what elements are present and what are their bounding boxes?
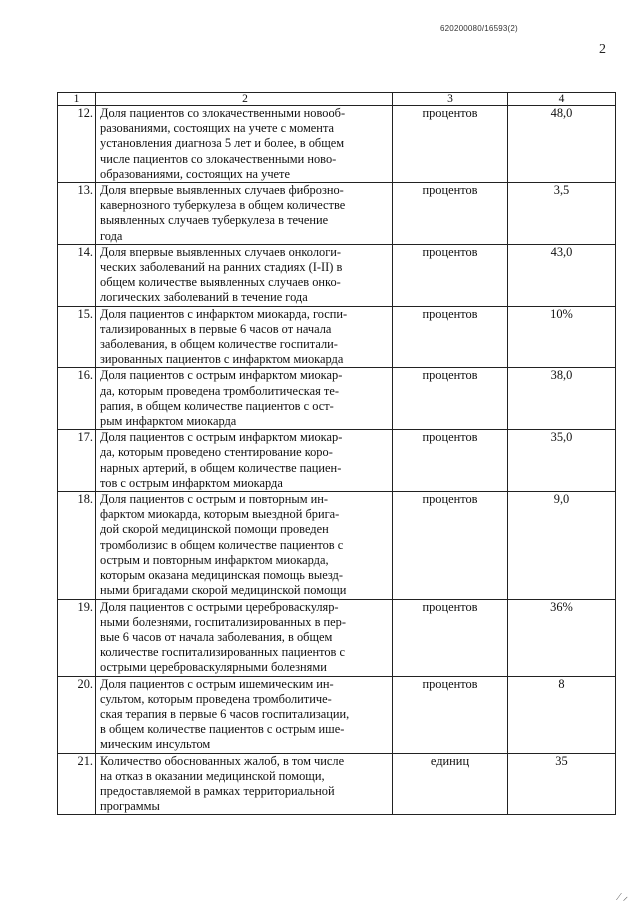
scan-mark: ⁄ ⸝	[618, 891, 629, 903]
row-number: 16.	[58, 368, 96, 430]
column-header-2: 2	[96, 93, 393, 106]
row-number: 20.	[58, 676, 96, 753]
document-code: 620200080/16593(2)	[440, 24, 518, 33]
row-unit: процентов	[393, 492, 508, 599]
row-number: 21.	[58, 753, 96, 815]
row-value: 35	[508, 753, 616, 815]
row-number: 15.	[58, 306, 96, 368]
row-description-text: Доля пациентов с острым инфарктом миокар- да, которым проведено стентирование коро- нарных артерий, в общем количестве пациен- тов с острым инфарктом миокарда	[100, 430, 343, 490]
column-header-4: 4	[508, 93, 616, 106]
row-number: 17.	[58, 430, 96, 492]
table-row	[58, 244, 616, 306]
table-row	[58, 368, 616, 430]
row-description	[96, 753, 393, 815]
row-description-text: Доля пациентов с инфарктом миокарда, госпи- тализированных в первые 6 часов от начала заболевания, в общем количестве госпитали- зированных пациентов с инфарктом миокарда	[100, 306, 348, 367]
row-number: 12.	[58, 106, 96, 183]
row-value: 10%	[508, 306, 616, 368]
row-number: 19.	[58, 599, 96, 676]
row-value: 9,0	[508, 492, 616, 599]
row-value: 36%	[508, 599, 616, 676]
row-unit: процентов	[393, 183, 508, 245]
row-description-text: Доля пациентов с острыми цереброваскуляр- ными болезнями, госпитализированных в пер- вые 6 часов от начала заболевания, в общем количестве госпитализированных пациентов с острыми цереброваскулярными болезнями	[100, 599, 346, 675]
row-description	[96, 244, 393, 306]
row-description	[96, 368, 393, 430]
table-row	[58, 753, 616, 815]
row-unit: процентов	[393, 430, 508, 492]
row-value: 35,0	[508, 430, 616, 492]
table-row	[58, 430, 616, 492]
table-row	[58, 676, 616, 753]
row-description-text: Доля впервые выявленных случаев фиброзно- кавернозного туберкулеза в общем количестве выявленных случаев туберкулеза в течение года	[100, 183, 346, 243]
column-header-3: 3	[393, 93, 508, 106]
row-description	[96, 676, 393, 753]
row-description	[96, 430, 393, 492]
column-header-1: 1	[58, 93, 96, 106]
row-description-text: Доля пациентов с острым ишемическим ин- сультом, которым проведена тромболитиче- ская терапия в первые 6 часов госпитализации, в общем количестве пациентов с острым ише- мическим инсультом	[100, 676, 350, 752]
row-number: 13.	[58, 183, 96, 245]
row-description	[96, 492, 393, 599]
row-unit: процентов	[393, 106, 508, 183]
row-description-text: Доля впервые выявленных случаев онкологи- ческих заболеваний на ранних стадиях (I-II) в общем количестве выявленных случаев онко- логических заболеваний в течение года	[100, 244, 343, 305]
row-description	[96, 599, 393, 676]
indicators-table	[57, 92, 616, 815]
row-value: 8	[508, 676, 616, 753]
row-unit: процентов	[393, 676, 508, 753]
row-description	[96, 183, 393, 245]
row-unit: процентов	[393, 599, 508, 676]
row-value: 38,0	[508, 368, 616, 430]
table-row	[58, 106, 616, 183]
table-row	[58, 183, 616, 245]
table-row	[58, 306, 616, 368]
row-description	[96, 106, 393, 183]
row-value: 43,0	[508, 244, 616, 306]
row-unit: процентов	[393, 306, 508, 368]
row-number: 14.	[58, 244, 96, 306]
row-description-text: Количество обоснованных жалоб, в том числе на отказ в оказании медицинской помощи, предоставляемой в рамках территориальной программы	[100, 753, 345, 814]
table-header-row	[58, 93, 616, 106]
row-value: 3,5	[508, 183, 616, 245]
table-row	[58, 599, 616, 676]
row-description	[96, 306, 393, 368]
row-unit: процентов	[393, 244, 508, 306]
row-value: 48,0	[508, 106, 616, 183]
row-description-text: Доля пациентов со злокачественными новооб- разованиями, состоящих на учете с момента установления диагноза 5 лет и более, в общем числе пациентов со злокачественными ново- образованиями, состоящих на учете	[100, 106, 346, 181]
row-unit: единиц	[393, 753, 508, 815]
row-unit: процентов	[393, 368, 508, 430]
page-number: 2	[599, 42, 606, 57]
table-row	[58, 492, 616, 599]
row-description-text: Доля пациентов с острым инфарктом миокар- да, которым проведена тромболитическая те- рапия, в общем количестве пациентов с ост- рым инфарктом миокарда	[100, 368, 343, 429]
row-description-text: Доля пациентов с острым и повторным ин- фарктом миокарда, которым выездной брига- дой скорой медицинской помощи проведен тромболизис в общем количестве пациентов с острым и повторным инфарктом миокарда, которым оказана медицинская помощь выезд- ными бригадами скорой медицинской помощи	[100, 492, 347, 598]
row-number: 18.	[58, 492, 96, 599]
